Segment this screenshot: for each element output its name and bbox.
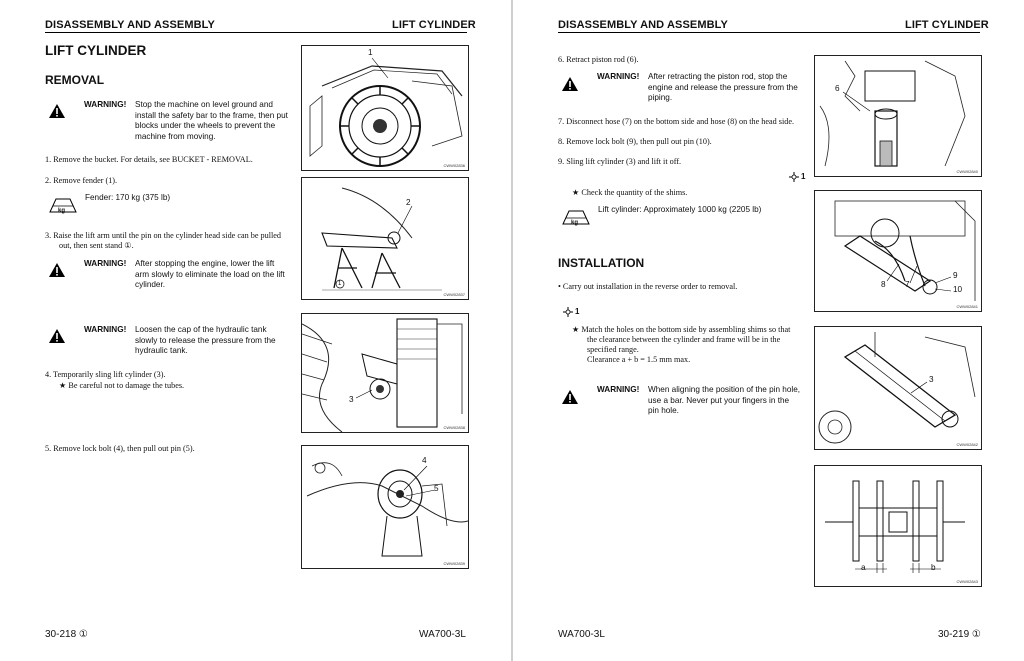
warning-text-2: After stopping the engine, lower the lift arm slowly to eliminate the load on the lift cylinder.: [135, 259, 285, 289]
figure-code: CWW02836: [443, 163, 465, 168]
step-2: 2. Remove fender (1).: [45, 176, 118, 185]
model-number: WA700-3L: [558, 629, 605, 640]
figure-shim-clearance: [814, 465, 982, 587]
warning-icon: [561, 76, 579, 92]
figure-code: CWW02843: [956, 579, 978, 584]
header-rule: [45, 32, 467, 33]
figure-stand: [301, 177, 469, 300]
warning-label: WARNING!: [597, 72, 640, 81]
step-8: 8. Remove lock bolt (9), then pull out pin (10).: [558, 137, 712, 146]
callout-label: 2: [406, 198, 411, 207]
callout-label: 3: [929, 375, 934, 384]
weight-icon-kg: kg: [571, 220, 579, 226]
reference-mark-icon: [563, 307, 573, 317]
install-note: ★ Match the holes on the bottom side by assembling shims so that the clearance between the cylinder and frame will be in the specified range. Clearance a + b = 1.5 mm max.: [572, 325, 791, 364]
step-3: 3. Raise the lift arm until the pin on the cylinder head side can be pulled out, then sent stand ①.: [45, 231, 282, 250]
callout-label: 4: [422, 456, 427, 465]
callout-label: 1: [368, 48, 373, 57]
callout-label: 1: [338, 281, 342, 287]
callout-label: 9: [953, 271, 958, 280]
shim-note: ★ Check the quantity of the shims.: [572, 188, 688, 197]
page-title: LIFT CYLINDER: [45, 43, 147, 58]
figure-lock-bolt: [301, 445, 469, 569]
warning-label: WARNING!: [597, 385, 640, 394]
clearance-label-a: a: [861, 563, 866, 572]
page-number: 30-218 ①: [45, 629, 88, 640]
figure-hydraulic-tank: [301, 313, 469, 433]
figure-code: CWW02840: [956, 169, 978, 174]
header-section-title: DISASSEMBLY AND ASSEMBLY: [558, 19, 728, 31]
model-number: WA700-3L: [419, 629, 466, 640]
callout-label: 8: [881, 280, 886, 289]
cylinder-weight: Lift cylinder: Approximately 1000 kg (2205 lb): [598, 205, 762, 214]
figure-piston-rod: [814, 55, 982, 177]
left-page: [0, 0, 511, 661]
step-6: 6. Retract piston rod (6).: [558, 55, 639, 64]
step-5: 5. Remove lock bolt (4), then pull out pin (5).: [45, 444, 195, 453]
reference-mark-icon: [789, 172, 799, 182]
warning-icon: [561, 389, 579, 405]
warning-text-1: Stop the machine on level ground and install the safety bar to the frame, then put blocks under the wheels to prevent the machine from moving.: [135, 100, 288, 141]
weight-icon-kg: kg: [58, 208, 66, 214]
header-topic-title: LIFT CYLINDER: [392, 19, 476, 31]
figure-lift-cylinder: [814, 326, 982, 450]
step-9: 9. Sling lift cylinder (3) and lift it off.: [558, 157, 682, 166]
figure-code: CWW02838: [443, 425, 465, 430]
callout-label: 10: [953, 285, 963, 294]
section-heading-installation: INSTALLATION: [558, 256, 645, 270]
header-topic-title: LIFT CYLINDER: [905, 19, 989, 31]
warning-text-3: Loosen the cap of the hydraulic tank slowly to release the pressure from the hydraulic tank.: [135, 325, 276, 355]
install-bullet: • Carry out installation in the reverse order to removal.: [558, 282, 738, 291]
figure-code: CWW02842: [956, 442, 978, 447]
warning-label: WARNING!: [84, 100, 127, 109]
figure-hoses: [814, 190, 982, 312]
callout-label: 6: [835, 84, 840, 93]
step-4: 4. Temporarily sling lift cylinder (3).: [45, 370, 166, 379]
step-4-note: ★ Be careful not to damage the tubes.: [59, 381, 185, 390]
warning-label: WARNING!: [84, 325, 127, 334]
right-page: [513, 0, 1024, 661]
figure-code: CWW02841: [956, 304, 978, 309]
reference-number: 1: [801, 172, 806, 181]
step-7: 7. Disconnect hose (7) on the bottom side and hose (8) on the head side.: [558, 117, 795, 126]
figure-code: CWW02837: [443, 292, 465, 297]
step-1: 1. Remove the bucket. For details, see BUCKET - REMOVAL.: [45, 155, 253, 164]
fender-weight: Fender: 170 kg (375 lb): [85, 193, 171, 202]
callout-label: 5: [434, 484, 439, 493]
callout-label: 3: [349, 395, 354, 404]
header-section-title: DISASSEMBLY AND ASSEMBLY: [45, 19, 215, 31]
header-rule: [558, 32, 980, 33]
warning-text-5: When aligning the position of the pin hole, use a bar. Never put your fingers in the pin hole.: [648, 385, 801, 415]
warning-icon: [48, 262, 66, 278]
section-heading-removal: REMOVAL: [45, 73, 105, 87]
warning-text-4: After retracting the piston rod, stop the engine and release the pressure from the piping.: [648, 72, 798, 102]
warning-icon: [48, 103, 66, 119]
figure-fender: [301, 45, 469, 171]
figure-code: CWW02839: [443, 561, 465, 566]
reference-number: 1: [575, 307, 580, 316]
page-number: 30-219 ①: [938, 629, 981, 640]
warning-icon: [48, 328, 66, 344]
warning-label: WARNING!: [84, 259, 127, 268]
callout-label: 7: [905, 280, 910, 289]
clearance-label-b: b: [931, 563, 936, 572]
